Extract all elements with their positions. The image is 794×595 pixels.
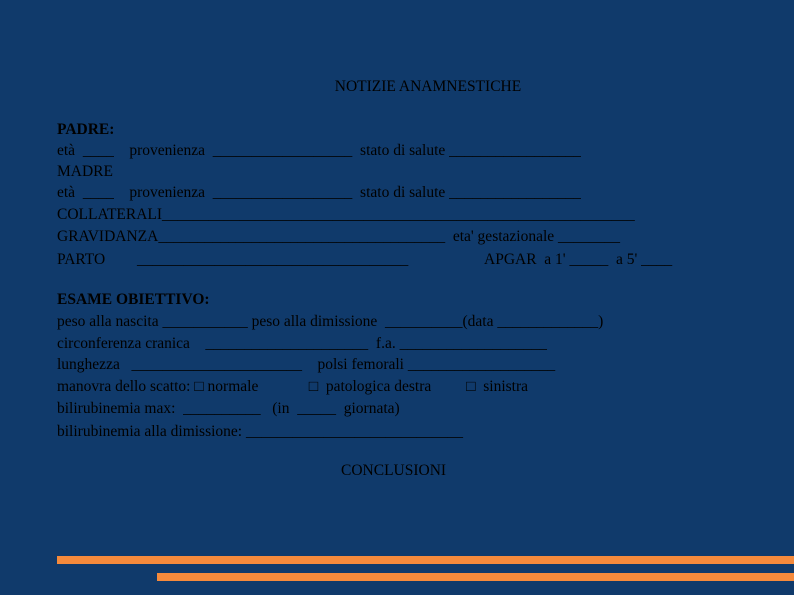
section-title-notizie: NOTIZIE ANAMNESTICHE: [334, 78, 522, 95]
accent-bar-bottom: [157, 573, 794, 581]
esame-line-bilirubinemia-dimissione: bilirubinemia alla dimissione: ____________________________: [57, 423, 463, 440]
esame-line-lunghezza: lunghezza ______________________ polsi femorali ___________________: [57, 356, 556, 373]
accent-bar-top: [57, 556, 794, 564]
padre-line: età ____ provenienza __________________ stato di salute _________________: [57, 142, 581, 159]
collaterali-line: COLLATERALI_____________________________________________________________: [57, 206, 635, 223]
esame-line-manovra: manovra dello scatto: □ normale □ patologica destra □ sinistra: [57, 378, 529, 395]
section-title-conclusioni: CONCLUSIONI: [341, 462, 447, 479]
esame-line-bilirubinemia-max: bilirubinemia max: __________ (in _____ giornata): [57, 400, 400, 417]
madre-line: età ____ provenienza __________________ stato di salute _________________: [57, 184, 581, 201]
madre-heading: MADRE: [57, 163, 113, 180]
gravidanza-line: GRAVIDANZA_____________________________________ eta' gestazionale ________: [57, 228, 621, 245]
parto-blank: ___________________________________: [137, 251, 409, 268]
esame-heading: ESAME OBIETTIVO:: [57, 291, 210, 308]
parto-label: PARTO: [57, 251, 106, 268]
padre-heading: PADRE:: [57, 121, 115, 138]
esame-line-peso: peso alla nascita ___________ peso alla dimissione __________(data _____________): [57, 313, 604, 330]
esame-line-circonferenza: circonferenza cranica _____________________ f.a. ___________________: [57, 335, 547, 352]
apgar-line: APGAR a 1' _____ a 5' ____: [484, 251, 673, 268]
